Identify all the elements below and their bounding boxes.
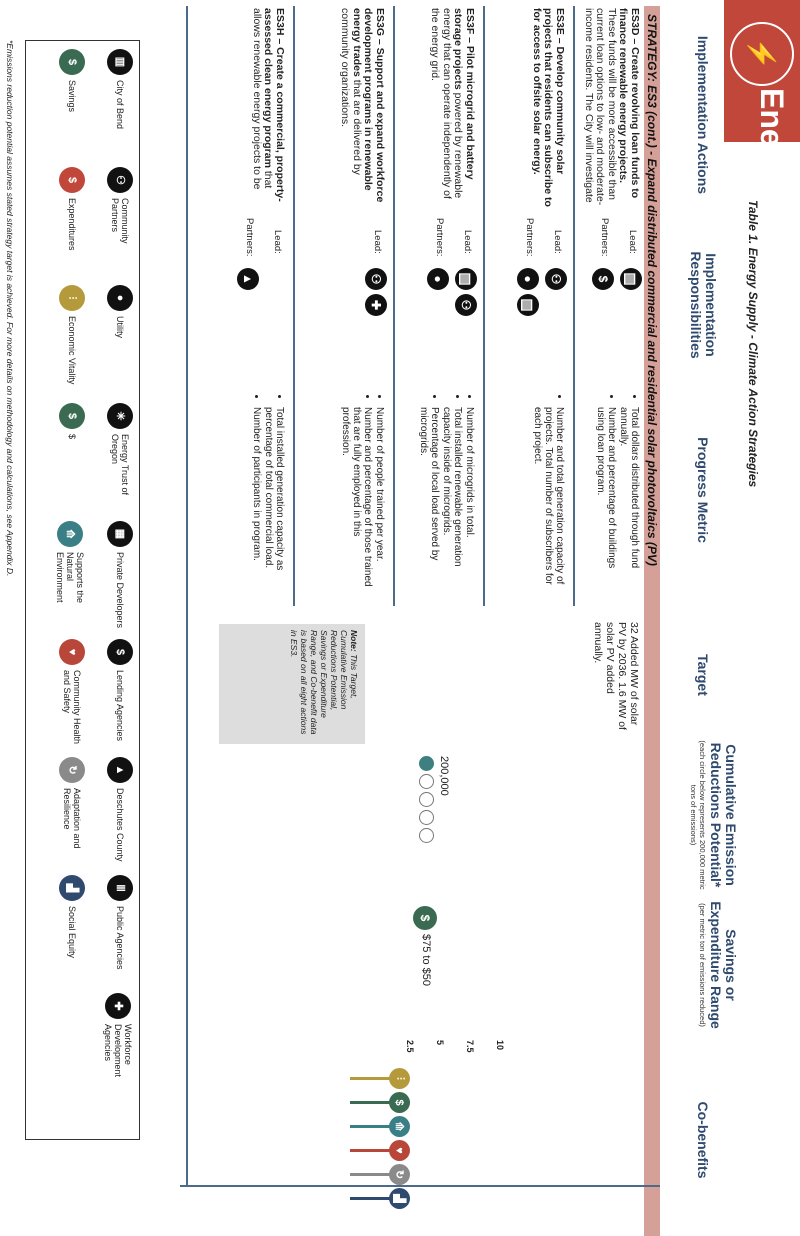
lead-label: Lead: — [462, 230, 473, 254]
utility-icon: ● — [517, 268, 539, 290]
action-title: ES3E – Develop community solar projects that residents can subscribe to for access to offsite solar energy. — [531, 8, 566, 207]
cobenefit-bar — [350, 1197, 390, 1200]
lead-label: Lead: — [627, 230, 638, 254]
legend-label: Community Health and Safety — [62, 670, 82, 745]
lead-label: Lead: — [372, 230, 383, 254]
legend-item — [59, 757, 85, 869]
partners-label: Partners: — [524, 218, 535, 257]
banner-title: Energy Supply — [754, 88, 790, 313]
metric-es3h — [250, 395, 285, 587]
action-title: ES3H – Create a commercial, property-assessed clean energy program — [262, 8, 286, 202]
action-body: These funds will be more accessible than current loan options to low- and moderate-income residents. The City will investigate — [583, 8, 618, 206]
cobenefit-icon: $ — [389, 1092, 410, 1113]
cobenefit-bar — [350, 1125, 390, 1128]
action-es3g — [339, 8, 385, 208]
axis-tick: 10 — [495, 1040, 505, 1051]
utility-icon: ● — [427, 268, 449, 290]
lead-label: Lead: — [552, 230, 563, 254]
action-es3d — [583, 8, 641, 208]
legend — [25, 40, 140, 1140]
community-partners-icon: ⚇ — [545, 268, 567, 290]
legend-item — [55, 521, 85, 633]
note-text: This Target, Cumulative Emission Reductions Potential, Savings or Expenditure Range, and Co-benefit data is based on all eight actions in ES3. — [289, 630, 359, 735]
header-responsibilities: Implementation Responsibilities — [688, 251, 719, 359]
action-body: that allows renewable energy projects to be — [251, 8, 275, 190]
legend-item — [107, 285, 133, 397]
action-title: ES3F – Pilot microgrid and battery storage projects — [452, 8, 476, 180]
legend-icon: ▥ — [107, 49, 133, 75]
partners-label: Partners: — [599, 218, 610, 257]
legend-item — [59, 639, 85, 751]
legend-label: Lending Agencies — [115, 670, 125, 742]
metric-item: • Number and percentage of buildings using loan program. — [595, 407, 617, 587]
row-divider — [393, 6, 395, 606]
emission-value: 200,000 — [438, 756, 450, 796]
legend-label: Utility — [115, 316, 125, 338]
legend-icon: ⫶ — [59, 285, 85, 311]
action-title: ES3D – Create revolving loan funds to finance renewable energy projects. — [617, 8, 641, 199]
legend-item — [59, 403, 85, 515]
legend-item — [107, 639, 133, 751]
header-savings — [698, 895, 738, 1035]
legend-icon: ▟ — [59, 875, 85, 901]
community-partners-icon: ⚇ — [365, 268, 387, 290]
legend-icon: Ⅲ — [107, 875, 133, 901]
community-partners-icon: ⚇ — [455, 294, 477, 316]
header-metric: Progress Metric — [695, 437, 711, 543]
metric-item: • Total installed generation capacity as percentage of total commercial load. — [263, 407, 285, 587]
savings-icon: $ — [413, 906, 437, 930]
metric-item: • Total dollars distributed through fund annually. — [618, 407, 640, 587]
legend-item — [107, 49, 133, 161]
lending-agencies-icon: $ — [592, 268, 614, 290]
metric-item: • Total installed renewable generation capacity inside of microgrids. — [441, 407, 463, 587]
row-divider — [573, 6, 575, 606]
table-bottom-rule — [186, 6, 188, 1186]
emission-circles — [419, 756, 434, 843]
legend-item — [59, 167, 85, 279]
legend-icon: ✳ — [107, 403, 133, 429]
cobenefit-icon: ▟ — [389, 1188, 410, 1209]
lead-label: Lead: — [272, 230, 283, 254]
header-savings-title: Savings or Expenditure Range — [708, 901, 739, 1029]
legend-label: Deschutes County — [115, 788, 125, 862]
table-title: Table 1. Energy Supply - Climate Action Strategies — [746, 200, 760, 488]
deschutes-county-icon: ▲ — [237, 268, 259, 290]
metric-es3e — [531, 395, 565, 587]
legend-icon: ▲ — [107, 757, 133, 783]
header-cobenefits: Co-benefits — [695, 1101, 711, 1179]
legend-icon: ♥ — [59, 639, 85, 665]
header-emission — [689, 735, 738, 895]
legend-label: Private Developers — [115, 552, 125, 629]
legend-label: Adaptation and Resilience — [62, 788, 82, 849]
cobenefit-icon: ⟰ — [389, 1116, 410, 1137]
metric-item: • Number and percentage of those trained that are fully employed in this profession. — [340, 407, 373, 587]
header-emission-title: Cumulative Emission Reductions Potential* — [708, 742, 739, 888]
legend-label: Workforce Development Agencies — [103, 1024, 133, 1078]
legend-label: Community Partners — [110, 198, 130, 244]
emission-circle-empty — [419, 828, 434, 843]
legend-label: $ — [67, 434, 77, 440]
legend-item — [107, 167, 133, 279]
partners-label: Partners: — [244, 218, 255, 257]
cobenefit-bar — [350, 1101, 390, 1104]
metric-item: • Percentage of local load served by microgrids. — [418, 407, 440, 587]
header-actions: Implementation Actions — [695, 35, 711, 195]
action-body: that are delivered by community organizations. — [339, 8, 363, 175]
axis-tick: 7.5 — [465, 1040, 475, 1053]
row-divider — [293, 6, 295, 606]
legend-label: Expenditures — [67, 198, 77, 251]
cobenefit-icon: ♥ — [389, 1140, 410, 1161]
action-es3f — [429, 8, 475, 208]
cobenefit-bar — [350, 1077, 390, 1080]
action-es3e — [531, 8, 566, 208]
legend-item — [59, 875, 85, 987]
emission-circle-empty — [419, 774, 434, 789]
legend-icon: ● — [107, 285, 133, 311]
action-body: powered by renewable energy that can operate independently of the energy grid. — [429, 8, 465, 199]
emission-circle-empty — [419, 792, 434, 807]
city-of-bend-icon: ▥ — [620, 268, 642, 290]
cobenefit-icon: ↻ — [389, 1164, 410, 1185]
power-tower-icon: ⚡ — [730, 22, 794, 86]
legend-label: Supports the Natural Environment — [55, 552, 85, 604]
legend-icon: ↻ — [59, 757, 85, 783]
legend-icon: ✚ — [105, 993, 131, 1019]
legend-label: Public Agencies — [115, 906, 125, 970]
cobenefit-bar — [350, 1173, 390, 1176]
legend-icon: $ — [59, 167, 85, 193]
right-divider — [180, 1185, 660, 1187]
metric-es3d — [594, 395, 640, 587]
legend-item — [107, 521, 133, 633]
strategy-bar: STRATEGY: ES3 (cont.) - Expand distributed commercial and residential solar photovoltaics (PV) — [644, 6, 660, 1236]
legend-item — [59, 285, 85, 397]
legend-icon: $ — [107, 639, 133, 665]
axis-tick: 2.5 — [405, 1040, 415, 1053]
note-box — [219, 624, 365, 744]
savings-value: $75 to $50 — [420, 934, 432, 986]
legend-icon: ▦ — [107, 521, 133, 547]
legend-item — [107, 875, 133, 987]
action-es3h — [251, 8, 286, 208]
row-divider — [483, 6, 485, 606]
metric-item: • Number of participants in program. — [251, 407, 262, 587]
legend-label: City of Bend — [115, 80, 125, 130]
cobenefit-icon: ⫶ — [389, 1068, 410, 1089]
emission-circle-empty — [419, 810, 434, 825]
partners-label: Partners: — [434, 218, 445, 257]
metric-item: • Number of people trained per year. — [374, 407, 385, 587]
emission-circle-filled — [419, 756, 434, 771]
legend-label: Economic Vitality — [67, 316, 77, 385]
target-text: 32 Added MW of solar PV by 2036. 1.6 MW of solar PV added annually. — [592, 622, 640, 730]
legend-icon: $ — [59, 403, 85, 429]
legend-item — [107, 403, 133, 515]
legend-icon: ⚇ — [107, 167, 133, 193]
city-of-bend-icon: ▥ — [517, 294, 539, 316]
legend-label: Savings — [67, 80, 77, 113]
action-title: ES3G – Support and expand workforce development programs in renewable energy trades — [351, 8, 386, 203]
header-savings-note: (per metric ton of emissions reduced) — [698, 903, 707, 1027]
footnote: *Emissions reduction potential assumes stated strategy target is achieved. For more details on methodology and calculations, see Appendix D. — [5, 40, 15, 577]
legend-item — [103, 993, 133, 1105]
legend-icon: $ — [59, 49, 85, 75]
note-label: Note: — [349, 630, 359, 652]
legend-item — [107, 757, 133, 869]
metric-item: • Number of microgrids in total. — [464, 407, 475, 587]
legend-item — [59, 49, 85, 161]
cobenefit-bar — [350, 1149, 390, 1152]
axis-tick: 5 — [435, 1040, 445, 1046]
metric-es3f — [417, 395, 475, 587]
header-target: Target — [695, 654, 711, 696]
city-of-bend-icon: ▥ — [455, 268, 477, 290]
header-emission-note: (each circle below represents 200,000 metric tons of emissions) — [689, 740, 707, 890]
legend-label: Social Equity — [67, 906, 77, 959]
metric-item: • Number and total generation capacity of projects. Total number of subscribers for each project. — [532, 407, 565, 587]
legend-label: Energy Trust of Oregon — [110, 434, 130, 496]
legend-icon: ⟰ — [57, 521, 83, 547]
metric-es3g — [339, 395, 385, 587]
workforce-development-icon: ✚ — [365, 294, 387, 316]
